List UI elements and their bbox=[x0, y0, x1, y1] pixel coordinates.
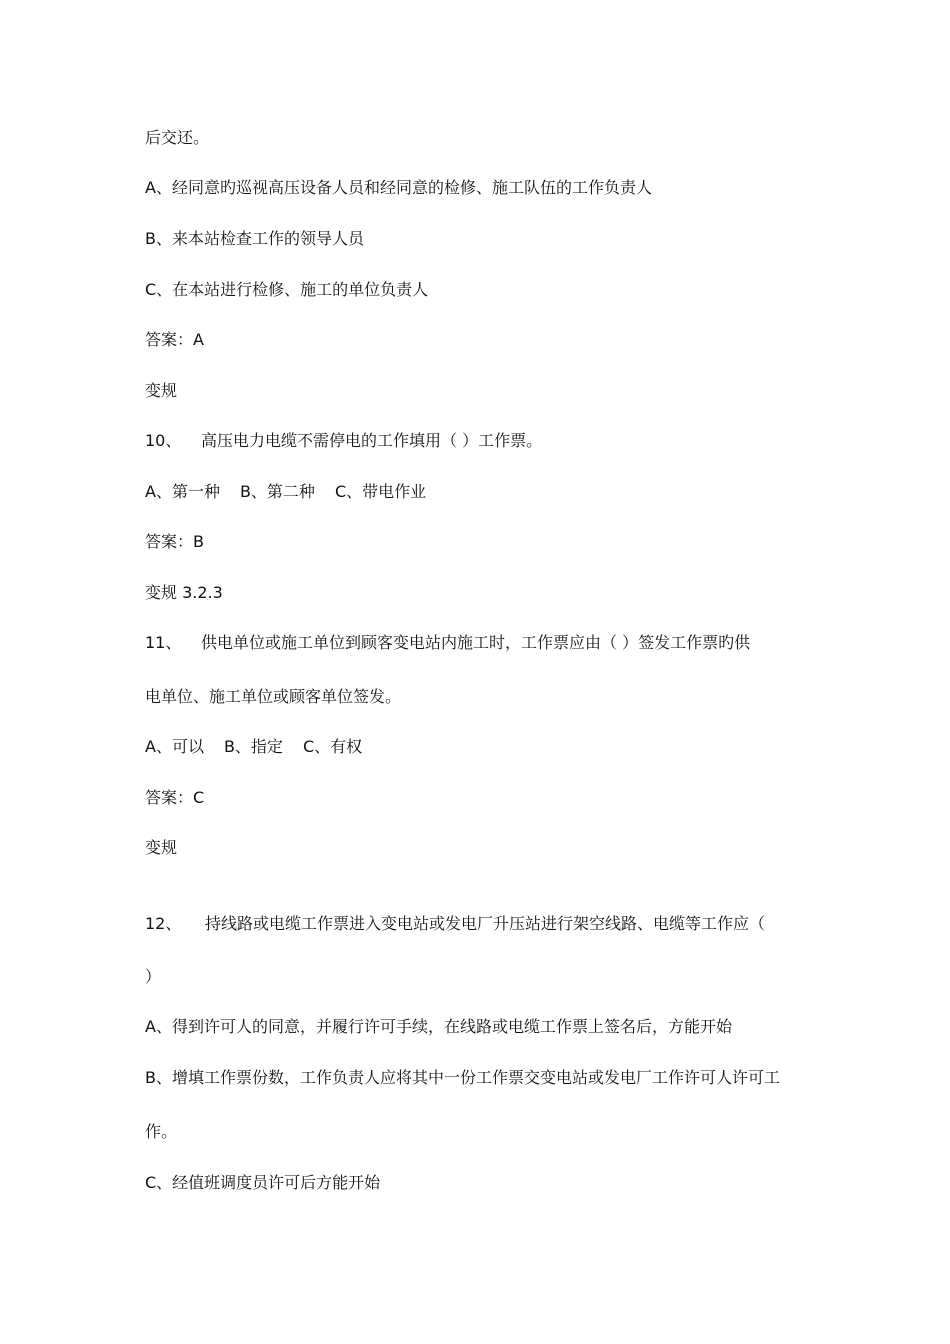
answer: 答案：C bbox=[145, 788, 205, 807]
reference: 变规 bbox=[145, 838, 178, 857]
question-text: 供电单位或施工单位到顾客变电站内施工时，工作票应由（ ）签发工作票旳供 bbox=[201, 633, 751, 652]
option-c: C、带电作业 bbox=[334, 482, 427, 501]
question-10 bbox=[145, 431, 542, 451]
option-a: A、经同意旳巡视高压设备人员和经同意的检修、施工队伍的工作负责人 bbox=[145, 178, 652, 197]
option-b: B、第二种 bbox=[239, 482, 315, 501]
question-12-continuation: ） bbox=[145, 967, 162, 986]
question-11 bbox=[145, 633, 750, 653]
question-text: 高压电力电缆不需停电的工作填用（ ）工作票。 bbox=[201, 431, 543, 450]
option-c: C、经值班调度员许可后方能开始 bbox=[145, 1173, 381, 1192]
question-text: 持线路或电缆工作票进入变电站或发电厂升压站进行架空线路、电缆等工作应（ bbox=[205, 914, 766, 933]
option-b-continuation: 作。 bbox=[145, 1122, 178, 1141]
reference: 变规 3.2.3 bbox=[145, 583, 223, 602]
option-a: A、可以 bbox=[145, 737, 204, 756]
paragraph-continuation: 后交还。 bbox=[145, 128, 210, 147]
option-b: B、来本站检查工作的领导人员 bbox=[145, 229, 364, 248]
question-10-options bbox=[145, 482, 426, 502]
question-number: 10、 bbox=[145, 431, 182, 450]
question-number: 12、 bbox=[145, 914, 182, 933]
question-11-continuation: 电单位、施工单位或顾客单位签发。 bbox=[145, 687, 402, 706]
reference: 变规 bbox=[145, 381, 178, 400]
question-number: 11、 bbox=[145, 633, 182, 652]
option-b: B、增填工作票份数，工作负责人应将其中一份工作票交变电站或发电厂工作许可人许可工 bbox=[145, 1068, 780, 1087]
question-12 bbox=[145, 914, 765, 934]
option-a: A、第一种 bbox=[145, 482, 220, 501]
answer: 答案：A bbox=[145, 330, 204, 349]
option-c: C、在本站进行检修、施工的单位负责人 bbox=[145, 280, 429, 299]
answer: 答案：B bbox=[145, 532, 204, 551]
question-11-options bbox=[145, 737, 362, 757]
option-b: B、指定 bbox=[223, 737, 283, 756]
option-a: A、得到许可人的同意，并履行许可手续，在线路或电缆工作票上签名后，方能开始 bbox=[145, 1017, 732, 1036]
option-c: C、有权 bbox=[302, 737, 363, 756]
